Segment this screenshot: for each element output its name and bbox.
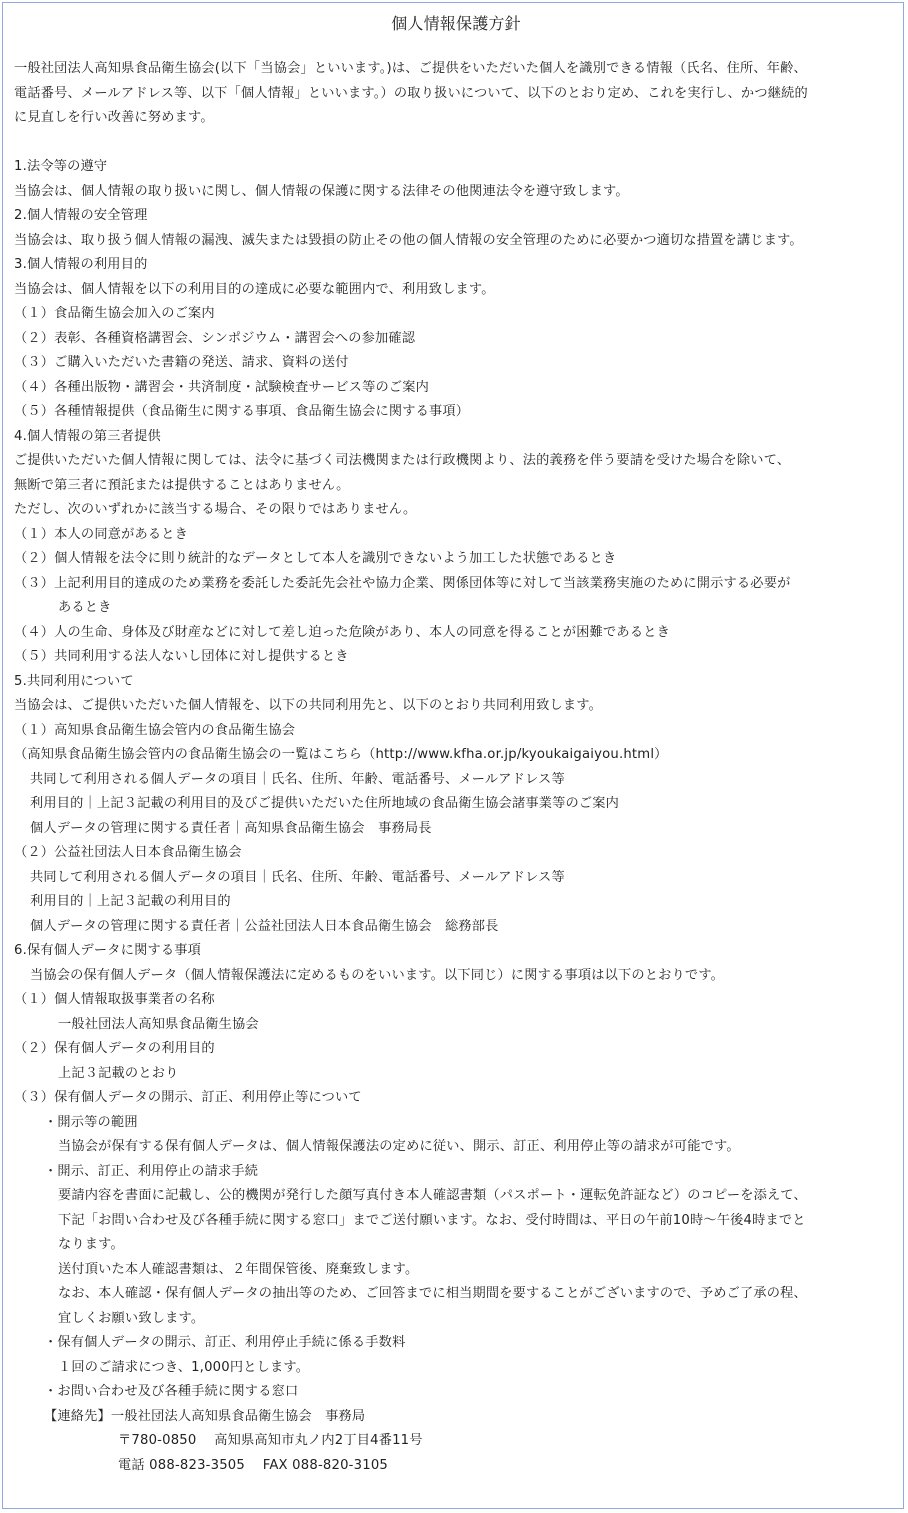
privacy-policy-document: [14, 11, 898, 1478]
text-line: 3.個人情報の利用目的: [14, 257, 148, 272]
text-line: 当協会は、取り扱う個人情報の漏洩、滅失または毀損の防止その他の個人情報の安全管理のために必要かつ適切な措置を講じます。: [14, 232, 803, 248]
text-line: 要請内容を書面に記載し、公的機関が発行した顔写真付き本人確認書類（パスポート・運転免許証など）のコピーを添えて、: [58, 1188, 807, 1203]
text-line: （１）個人情報取扱事業者の名称: [14, 992, 215, 1007]
text-line: 電話 088-823-3505 FAX 088-820-3105: [118, 1457, 389, 1473]
text-line: 4.個人情報の第三者提供: [14, 428, 161, 444]
text-line: （３）上記利用目的達成のため業務を委託した委託先会社や協力企業、関係団体等に対して当該業務実施のために開示する必要が: [14, 575, 791, 591]
text-line: （高知県食品衛生協会管内の食品衛生協会の一覧はこちら（http://www.kfha.or.jp/kyoukaigaiyou.html）: [14, 747, 668, 762]
text-line: 当協会は、個人情報を以下の利用目的の達成に必要な範囲内で、利用致します。: [14, 281, 495, 297]
text-line: 一般社団法人高知県食品衛生協会: [58, 1016, 259, 1032]
text-line: （２）保有個人データの利用目的: [14, 1041, 215, 1056]
policy-body: [14, 57, 898, 1478]
text-line: １回のご請求につき、1,000円とします。: [58, 1359, 310, 1375]
text-line: 共同して利用される個人データの項目｜氏名、住所、年齢、電話番号、メールアドレス等: [30, 869, 565, 885]
text-line: （５）共同利用する法人ないし団体に対し提供するとき: [14, 649, 349, 664]
text-line: ・開示等の範囲: [44, 1114, 138, 1130]
text-line: ただし、次のいずれかに該当する場合、その限りではありません。: [14, 502, 417, 517]
text-line: 無断で第三者に預託または提供することはありません。: [14, 477, 350, 493]
text-line: 当協会は、個人情報の取り扱いに関し、個人情報の保護に関する法律その他関連法令を遵守致します。: [14, 183, 629, 199]
text-line: （４）人の生命、身体及び財産などに対して差し迫った危険があり、本人の同意を得ることが困難であるとき: [14, 624, 670, 640]
blank-line: [14, 131, 898, 156]
text-line: （２）公益社団法人日本食品衛生協会: [14, 845, 242, 860]
text-line: なります。: [58, 1237, 124, 1252]
text-line: 個人データの管理に関する責任者｜高知県食品衛生協会 事務局長: [30, 820, 432, 836]
text-line: 当協会の保有個人データ（個人情報保護法に定めるものをいいます。以下同じ）に関する事項は以下のとおりです。: [30, 967, 725, 983]
text-line: 1.法令等の遵守: [14, 159, 108, 174]
text-line: 〒780-0850 高知県高知市丸ノ内2丁目4番11号: [118, 1433, 423, 1448]
text-line: 一般社団法人高知県食品衛生協会(以下「当協会」といいます。)は、ご提供をいただいた個人を識別できる情報（氏名、住所、年齢、: [14, 61, 807, 76]
text-line: （２）個人情報を法令に則り統計的なデータとして本人を識別できないよう加工した状態であるとき: [14, 551, 617, 566]
text-line: 【連絡先】一般社団法人高知県食品衛生協会 事務局: [44, 1408, 366, 1424]
text-line: 5.共同利用について: [14, 673, 134, 689]
text-line: 利用目的｜上記３記載の利用目的及びご提供いただいた住所地域の食品衛生協会諸事業等のご案内: [30, 796, 620, 811]
text-line: 共同して利用される個人データの項目｜氏名、住所、年齢、電話番号、メールアドレス等: [30, 771, 565, 787]
text-line: ご提供いただいた個人情報に関しては、法令に基づく司法機関または行政機関より、法的義務を伴う要請を受けた場合を除いて、: [14, 453, 791, 468]
text-line: ・お問い合わせ及び各種手続に関する窓口: [44, 1384, 299, 1399]
text-line: （１）高知県食品衛生協会管内の食品衛生協会: [14, 722, 296, 738]
text-line: （２）表彰、各種資格講習会、シンポジウム・講習会への参加確認: [14, 330, 416, 346]
text-line: ・開示、訂正、利用停止の請求手続: [44, 1163, 259, 1179]
text-line: 電話番号、メールアドレス等、以下「個人情報」といいます。）の取り扱いについて、以下のとおり定め、これを実行し、かつ継続的: [14, 85, 808, 101]
text-line: 当協会が保有する保有個人データは、個人情報保護法の定めに従い、開示、訂正、利用停止等の請求が可能です。: [58, 1139, 740, 1154]
text-line: （３）ご購入いただいた書籍の発送、請求、資料の送付: [14, 355, 349, 370]
text-line: （５）各種情報提供（食品衛生に関する事項、食品衛生協会に関する事項）: [14, 404, 470, 419]
text-line: 個人データの管理に関する責任者｜公益社団法人日本食品衛生協会 総務部長: [30, 918, 499, 934]
text-line: に見直しを行い改善に努めます。: [14, 110, 214, 125]
text-line: （１）本人の同意があるとき: [14, 526, 189, 542]
document-frame: [2, 2, 904, 1509]
text-line: あるとき: [58, 600, 112, 615]
text-line: 利用目的｜上記３記載の利用目的: [30, 894, 231, 909]
text-line: 送付頂いた本人確認書類は、２年間保管後、廃棄致します。: [58, 1261, 419, 1277]
text-line: 2.個人情報の安全管理: [14, 208, 148, 223]
text-line: なお、本人確認・保有個人データの抽出等のため、ご回答までに相当期間を要することがございますので、予めご了承の程、: [58, 1286, 807, 1301]
text-line: 宜しくお願い致します。: [58, 1310, 205, 1326]
text-line: （３）保有個人データの開示、訂正、利用停止等について: [14, 1090, 362, 1105]
text-line: （４）各種出版物・講習会・共済制度・試験検査サービス等のご案内: [14, 379, 430, 395]
text-line: ・保有個人データの開示、訂正、利用停止手続に係る手数料: [44, 1335, 406, 1350]
text-line: 6.保有個人データに関する事項: [14, 943, 202, 958]
text-line: 上記３記載のとおり: [58, 1065, 179, 1081]
text-line: （１）食品衛生協会加入のご案内: [14, 306, 215, 321]
text-line: 当協会は、ご提供いただいた個人情報を、以下の共同利用先と、以下のとおり共同利用致します。: [14, 698, 602, 713]
page-title: 個人情報保護方針: [391, 14, 521, 33]
text-line: 下記「お問い合わせ及び各種手続に関する窓口」までご送付願います。なお、受付時間は、平日の午前10時～午後4時までと: [58, 1212, 806, 1228]
